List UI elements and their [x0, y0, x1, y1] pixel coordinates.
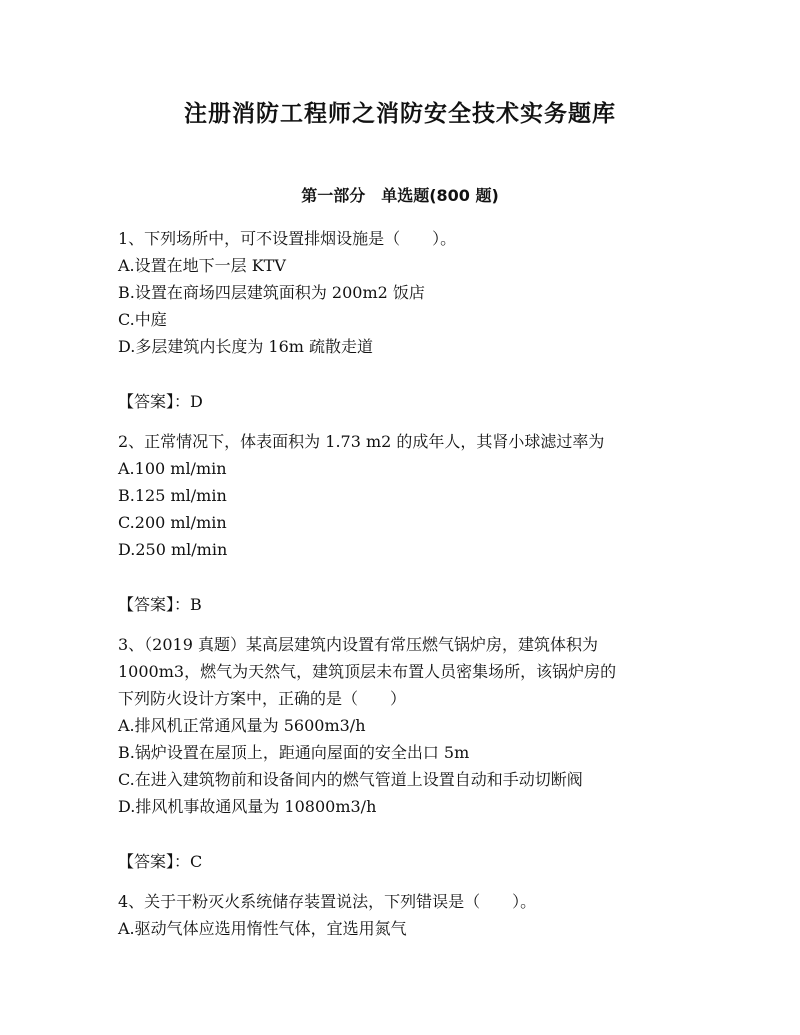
question-1-option-b: B.设置在商场四层建筑面积为 200m2 饭店	[118, 283, 425, 302]
question-2-option-d: D.250 ml/min	[118, 540, 228, 559]
question-1-option-d: D.多层建筑内长度为 16m 疏散走道	[118, 337, 374, 356]
question-2-answer: 【答案】：B	[118, 595, 202, 614]
question-3-stem-line-2: 1000m3，燃气为天然气，建筑顶层未布置人员密集场所，该锅炉房的	[118, 662, 617, 681]
question-3-stem-line-1: 3、（2019 真题）某高层建筑内设置有常压燃气锅炉房，建筑体积为	[118, 635, 598, 654]
question-2-option-b: B.125 ml/min	[118, 486, 227, 505]
question-2-option-a: A.100 ml/min	[118, 459, 227, 478]
question-1-option-c: C.中庭	[118, 310, 167, 329]
question-3-option-d: D.排风机事故通风量为 10800m3/h	[118, 797, 377, 816]
question-3-option-a: A.排风机正常通风量为 5600m3/h	[118, 716, 366, 735]
question-2-option-c: C.200 ml/min	[118, 513, 227, 532]
section-title: 第一部分 单选题(800 题)	[301, 186, 499, 205]
question-4-option-a: A.驱动气体应选用惰性气体，宜选用氮气	[118, 919, 407, 938]
document-title: 注册消防工程师之消防安全技术实务题库	[184, 101, 616, 127]
question-1-answer: 【答案】：D	[118, 392, 203, 411]
question-3-option-c: C.在进入建筑物前和设备间内的燃气管道上设置自动和手动切断阀	[118, 770, 583, 789]
question-3-option-b: B.锅炉设置在屋顶上，距通向屋面的安全出口 5m	[118, 743, 470, 762]
question-3-stem-line-3: 下列防火设计方案中，正确的是（ ）	[118, 689, 407, 708]
question-3-answer: 【答案】：C	[118, 852, 203, 871]
question-1-option-a: A.设置在地下一层 KTV	[118, 256, 286, 275]
question-2-stem: 2、正常情况下，体表面积为 1.73 m2 的成年人，其肾小球滤过率为	[118, 432, 605, 451]
question-1-stem: 1、下列场所中，可不设置排烟设施是（ ）。	[118, 229, 457, 248]
question-4-stem: 4、关于干粉灭火系统储存装置说法，下列错误是（ ）。	[118, 892, 537, 911]
